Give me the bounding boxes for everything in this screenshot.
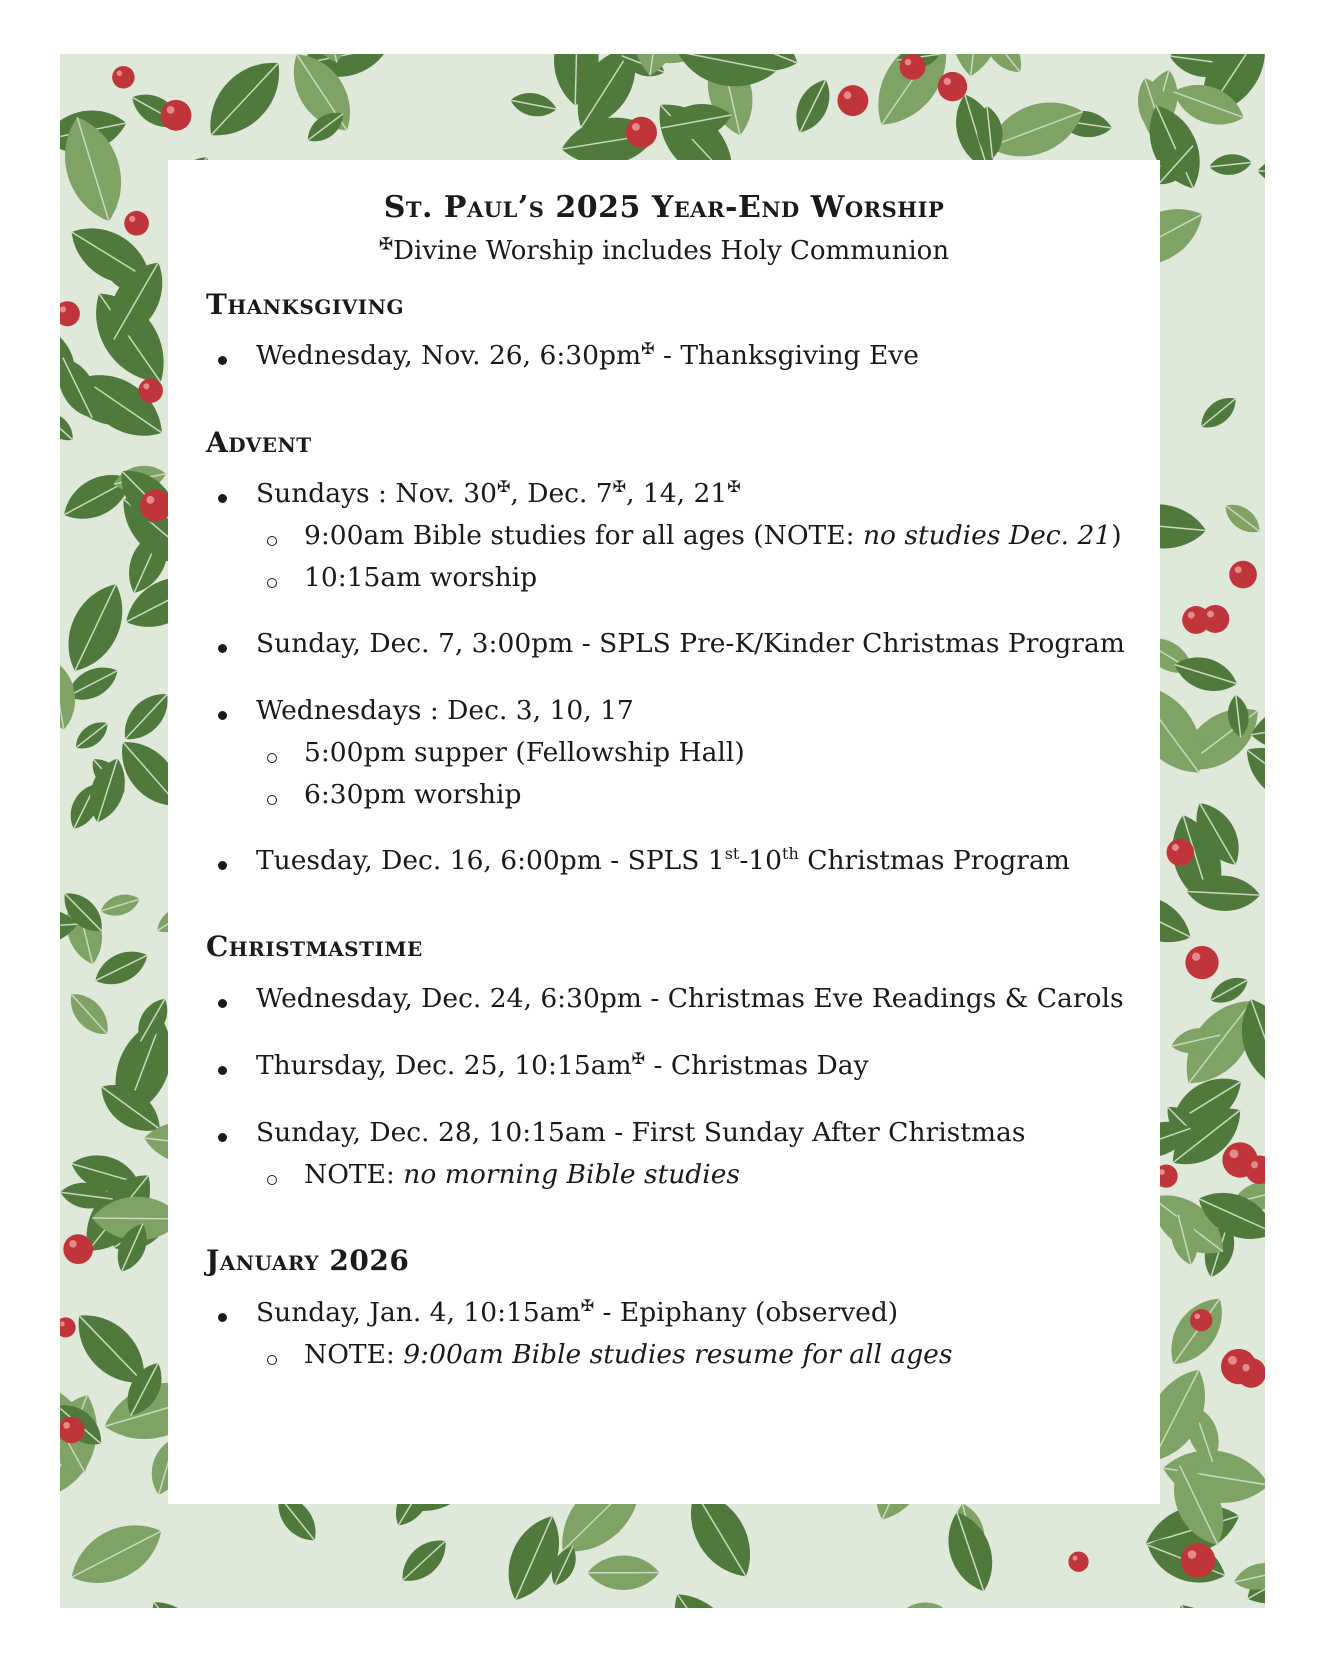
holly-berry: [112, 66, 134, 88]
page-subtitle: [168, 236, 1160, 266]
list-subitem: 5:00pm supper (Fellowship Hall): [304, 737, 745, 768]
section-heading-christmastime: Christmastime: [206, 930, 423, 963]
list-subitem: 9:00am Bible studies for all ages (NOTE: no studies Dec. 21): [304, 520, 1122, 551]
holly-leaf: [194, 54, 296, 151]
bullet-icon: [218, 861, 227, 870]
list-item: Sunday, Jan. 4, 10:15am✠ - Epiphany (observed): [256, 1296, 899, 1328]
sub-bullet-icon: [267, 1175, 277, 1185]
list-subitem: NOTE: no morning Bible studies: [304, 1159, 741, 1190]
berry-highlight: [1188, 1550, 1197, 1559]
sub-bullet-icon: [267, 795, 277, 805]
list-item: Sunday, Dec. 7, 3:00pm - SPLS Pre-K/Kinder Christmas Program: [256, 628, 1125, 659]
berry-highlight: [167, 106, 175, 114]
holly-berry: [1181, 1543, 1216, 1578]
section-heading-thanksgiving: Thanksgiving: [206, 288, 405, 321]
berry-highlight: [60, 306, 66, 312]
schedule-panel: [168, 160, 1160, 1504]
holly-berry: [938, 72, 967, 101]
berry-highlight: [117, 70, 123, 76]
holly-berry: [1185, 946, 1218, 979]
berry-highlight: [632, 123, 640, 131]
section-heading-january: January 2026: [206, 1244, 410, 1277]
cross-icon: ✠: [631, 1049, 646, 1069]
holly-berry: [1190, 1309, 1212, 1331]
holly-leaf: [658, 1580, 755, 1608]
holly-leaf: [1163, 1593, 1248, 1608]
berry-highlight: [63, 1422, 70, 1429]
berry-highlight: [944, 78, 951, 85]
holly-berry: [1229, 561, 1257, 589]
holly-berry: [1201, 605, 1229, 633]
holly-berry: [138, 378, 163, 403]
list-item: Wednesday, Nov. 26, 6:30pm✠ - Thanksgiving Eve: [256, 339, 919, 371]
holly-berry: [1167, 839, 1195, 867]
list-item: Wednesday, Dec. 24, 6:30pm - Christmas Eve Readings & Carols: [256, 983, 1124, 1014]
berry-highlight: [1072, 1556, 1077, 1561]
list-item: Tuesday, Dec. 16, 6:00pm - SPLS 1st-10th Christmas Program: [256, 844, 1070, 876]
berry-highlight: [1228, 1356, 1237, 1365]
berry-highlight: [1188, 612, 1195, 619]
berry-highlight: [1235, 566, 1242, 573]
sub-bullet-icon: [267, 1355, 277, 1365]
berry-highlight: [1192, 953, 1200, 961]
bullet-icon: [218, 999, 227, 1008]
berry-highlight: [1194, 1313, 1200, 1319]
cross-icon: ✠: [378, 234, 394, 255]
berry-highlight: [146, 496, 154, 504]
holly-leaf: [889, 1596, 948, 1608]
sub-bullet-icon: [267, 536, 277, 546]
list-subitem: 6:30pm worship: [304, 779, 522, 810]
berry-highlight: [143, 383, 149, 389]
holly-berry: [1236, 1358, 1265, 1388]
holly-berry: [1068, 1552, 1088, 1572]
cross-icon: ✠: [727, 477, 741, 497]
sub-bullet-icon: [267, 753, 277, 763]
berry-highlight: [1251, 1161, 1258, 1168]
section-heading-advent: Advent: [206, 426, 312, 459]
bullet-icon: [218, 1313, 227, 1322]
list-item: Wednesdays : Dec. 3, 10, 17: [256, 695, 634, 726]
berry-highlight: [1229, 1149, 1238, 1158]
bullet-icon: [218, 711, 227, 720]
berry-highlight: [1242, 1364, 1249, 1371]
holly-leaf: [138, 1590, 222, 1608]
berry-highlight: [129, 216, 135, 222]
berry-highlight: [1207, 611, 1214, 618]
page-title: St. Paul’s 2025 Year-End Worship: [383, 190, 945, 225]
list-subitem: NOTE: 9:00am Bible studies resume for all ages: [304, 1339, 953, 1370]
cross-icon: ✠: [612, 477, 627, 497]
holly-berry: [60, 301, 80, 326]
holly-berry: [900, 54, 926, 80]
holly-berry: [837, 85, 868, 116]
sub-bullet-icon: [267, 578, 277, 588]
bullet-icon: [218, 356, 227, 365]
list-item: Sundays : Nov. 30✠, Dec. 7✠, 14, 21✠: [256, 477, 741, 509]
bullet-icon: [218, 1133, 227, 1142]
list-item: Sunday, Dec. 28, 10:15am - First Sunday After Christmas: [256, 1117, 1026, 1148]
berry-highlight: [69, 1240, 76, 1247]
bullet-icon: [218, 1066, 227, 1075]
holly-berry: [161, 100, 192, 131]
cross-icon: ✠: [641, 339, 655, 359]
holly-berry: [60, 1317, 76, 1337]
holly-leaf: [60, 406, 79, 447]
list-item: Thursday, Dec. 25, 10:15am✠ - Christmas Day: [256, 1049, 869, 1081]
holly-leaf: [60, 574, 137, 681]
list-subitem: 10:15am worship: [304, 562, 538, 593]
holly-berry: [63, 1234, 93, 1264]
berry-highlight: [905, 59, 911, 65]
berry-highlight: [844, 91, 852, 99]
cross-icon: ✠: [496, 477, 511, 497]
bullet-icon: [218, 644, 227, 653]
holly-berry: [124, 211, 149, 236]
holly-berry: [626, 117, 657, 148]
bullet-icon: [218, 494, 227, 503]
cross-icon: ✠: [580, 1296, 595, 1316]
berry-highlight: [1172, 844, 1179, 851]
subtitle-text: Divine Worship includes Holy Communion: [393, 236, 950, 266]
